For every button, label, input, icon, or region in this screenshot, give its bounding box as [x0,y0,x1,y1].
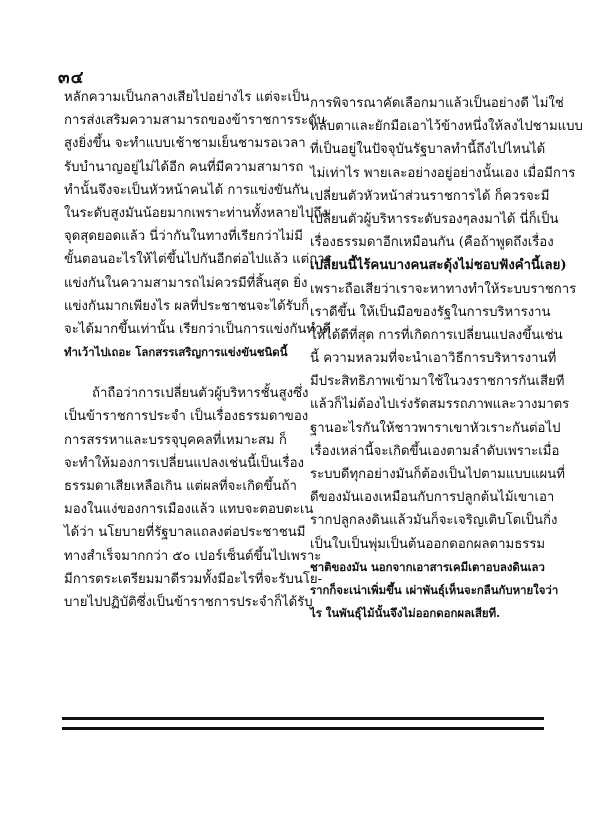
text-line: รับบำนาญอยู่ไม่ได้อีก คนที่มีความสามารถ [64,159,304,175]
text-line: ไม่เท่าไร พายเละอย่างอยู่อย่างนั้นเอง เมื่อมีการ [310,165,576,181]
paragraph-gap [64,364,304,382]
text-line: มีประสิทธิภาพเข้ามาใช้ในวงราชการกันเสียที [310,374,565,390]
text-line: หลับตาและยักมือเอาไว้ข้างหนึ่งให้ลงไปชามแบบ [310,119,583,135]
text-line: เปลี่ยนตัวผู้บริหารระดับรองๆลงมาได้ นี่ก็เป็น [310,211,559,227]
text-line: ธรรมดาเสียเหลือเกิน แต่ผลที่จะเกิดขึ้นถ้า [64,479,297,494]
text-line: หลักความเป็นกลางเสียไปอย่างไร แต่จะเป็น [64,90,310,105]
text-line: การสรรหาและบรรจุบุคคลที่เหมาะสม ก็ [64,432,287,448]
text-line: เราดีขึ้น ให้เป็นมือของรัฐในการบริหารงาน [310,304,551,320]
text-line-emphasis: ทำเว้าไปเถอะ โลกสรรเสริญการแข่งขันชนิดนี้ [64,345,288,360]
text-line: แล้วก็ไม่ต้องไปเร่งรัดสมรรถภาพและวางมาตร [310,397,570,413]
text-line: มีการตระเตรียมมาดีรวมทั้งมีอะไรที่จะรับนโย- [64,571,323,587]
divider-rule-top [62,717,544,720]
text-line: แข่งกันในความสามารถไม่ควรมีที่สิ้นสุด ยิ่ง [64,275,308,291]
text-line: ฐานอะไรกันให้ชาวพาราเขาหัวเราะกันต่อไป [310,420,561,436]
text-line: เพราะถือเสียว่าเราจะหาทางทำให้ระบบราชการ [310,281,577,297]
text-line-emphasis: ไร ในพันธุ์ไม้นั้นจึงไม่ออกดอกผลเสียที. [310,606,501,621]
text-line: ที่เป็นอยู่ในปัจจุบันรัฐบาลทำนี้ถึงไปไหนได้ [310,142,546,158]
text-line: ทำนั้นจึงจะเป็นหัวหน้าคนได้ การแข่งขันกัน [64,182,309,198]
text-line: สูงยิ่งขึ้น จะทำแบบเช้าชามเย็นชามรอเวลา [64,136,306,152]
text-line: เปลี่ยนตัวหัวหน้าส่วนราชการได้ ก็ควรจะมี [310,188,550,204]
right-column [310,92,583,625]
text-line: นี้ ความหลวมที่จะนำเอาวิธีการบริหารงานที่ [310,351,557,367]
text-line-emphasis: เปลี่ยนนี้ไร้คนบางคนสะดุ้งไม่ชอบฟังคำนี้เลย) [310,258,567,274]
text-line-emphasis: ชาติของมัน นอกจากเอาสารเคมีเตาอบลงดินเลว [310,559,545,574]
text-line: จุดสุดยอดแล้ว นี่ว่ากันในทางที่เรียกว่าไม่มี [64,229,303,245]
text-line: การส่งเสริมความสามารถของข้าราชการระดับ [64,113,326,129]
text-line: ถ้าถือว่าการเปลี่ยนตัวผู้บริหารชั้นสูงซึ่ง [92,386,309,402]
text-line-emphasis: รากก็จะเน่าเพิ่มขึ้น เผ่าพันธุ์เห็นจะกลืนกับหายใจว่า [310,582,559,597]
text-line: ระบบดีทุกอย่างมันก็ต้องเป็นไปตามแบบแผนที่ [310,467,565,482]
text-line: เป็นใบเป็นพุ่มเป็นต้นออกดอกผลตามธรรม [310,536,546,552]
divider-rule-bottom [62,727,544,730]
text-line: การพิจารณาคัดเลือกมาแล้วเป็นอย่างดี ไม่ใช่ [310,96,564,111]
text-line: ให้ได้ดีที่สุด การที่เกิดการเปลี่ยนแปลงขึ้นเช่น [310,327,563,343]
page-number: ๓๔ [58,68,85,88]
text-line: เรื่องเหล่านี้จะเกิดขึ้นเองตามลำดับเพราะเมื่อ [310,443,560,459]
text-line: จะได้มากขึ้นเท่านั้น เรียกว่าเป็นการแข่งกันทำดี [64,321,332,337]
text-line: ในระดับสูงมันน้อยมากเพราะท่านทั้งหลายไปถึง [64,205,328,221]
text-line: ได้ว่า นโยบายที่รัฐบาลแถลงต่อประชาชนมี [64,525,306,541]
text-line: รากปลูกลงดินแล้วมันก็จะเจริญเติบโตเป็นกิ่ง [310,513,558,529]
left-column [64,86,332,614]
text-line: เรื่องธรรมดาอีกเหมือนกัน (คือถ้าพูดถึงเรื่อง [310,235,554,251]
text-line: บายไปปฏิบัติซึ่งเป็นข้าราชการประจำก็ได้รับ [64,594,313,610]
text-line: ดีของมันเองเหมือนกับการปลูกต้นไม้เขาเอา [310,490,555,506]
text-line: แข่งกันมากเพียงไร ผลที่ประชาชนจะได้รับก็ [64,298,310,314]
text-line: มองในแง่ของการเมืองแล้ว แทบจะตอบตะเน [64,502,314,518]
text-line: ขั้นตอนอะไรให้ไต่ขึ้นไปกันอีกต่อไปแล้ว แต่การ [64,252,332,268]
text-line: ทางสำเร็จมากกว่า ๕๐ เปอร์เซ็นต์ขึ้นไปเพราะ [64,548,322,564]
text-line: จะทำให้มองการเปลี่ยนแปลงเช่นนี้เป็นเรื่อง [64,455,304,471]
text-line: เป็นข้าราชการประจำ เป็นเรื่องธรรมดาของ [64,409,309,425]
